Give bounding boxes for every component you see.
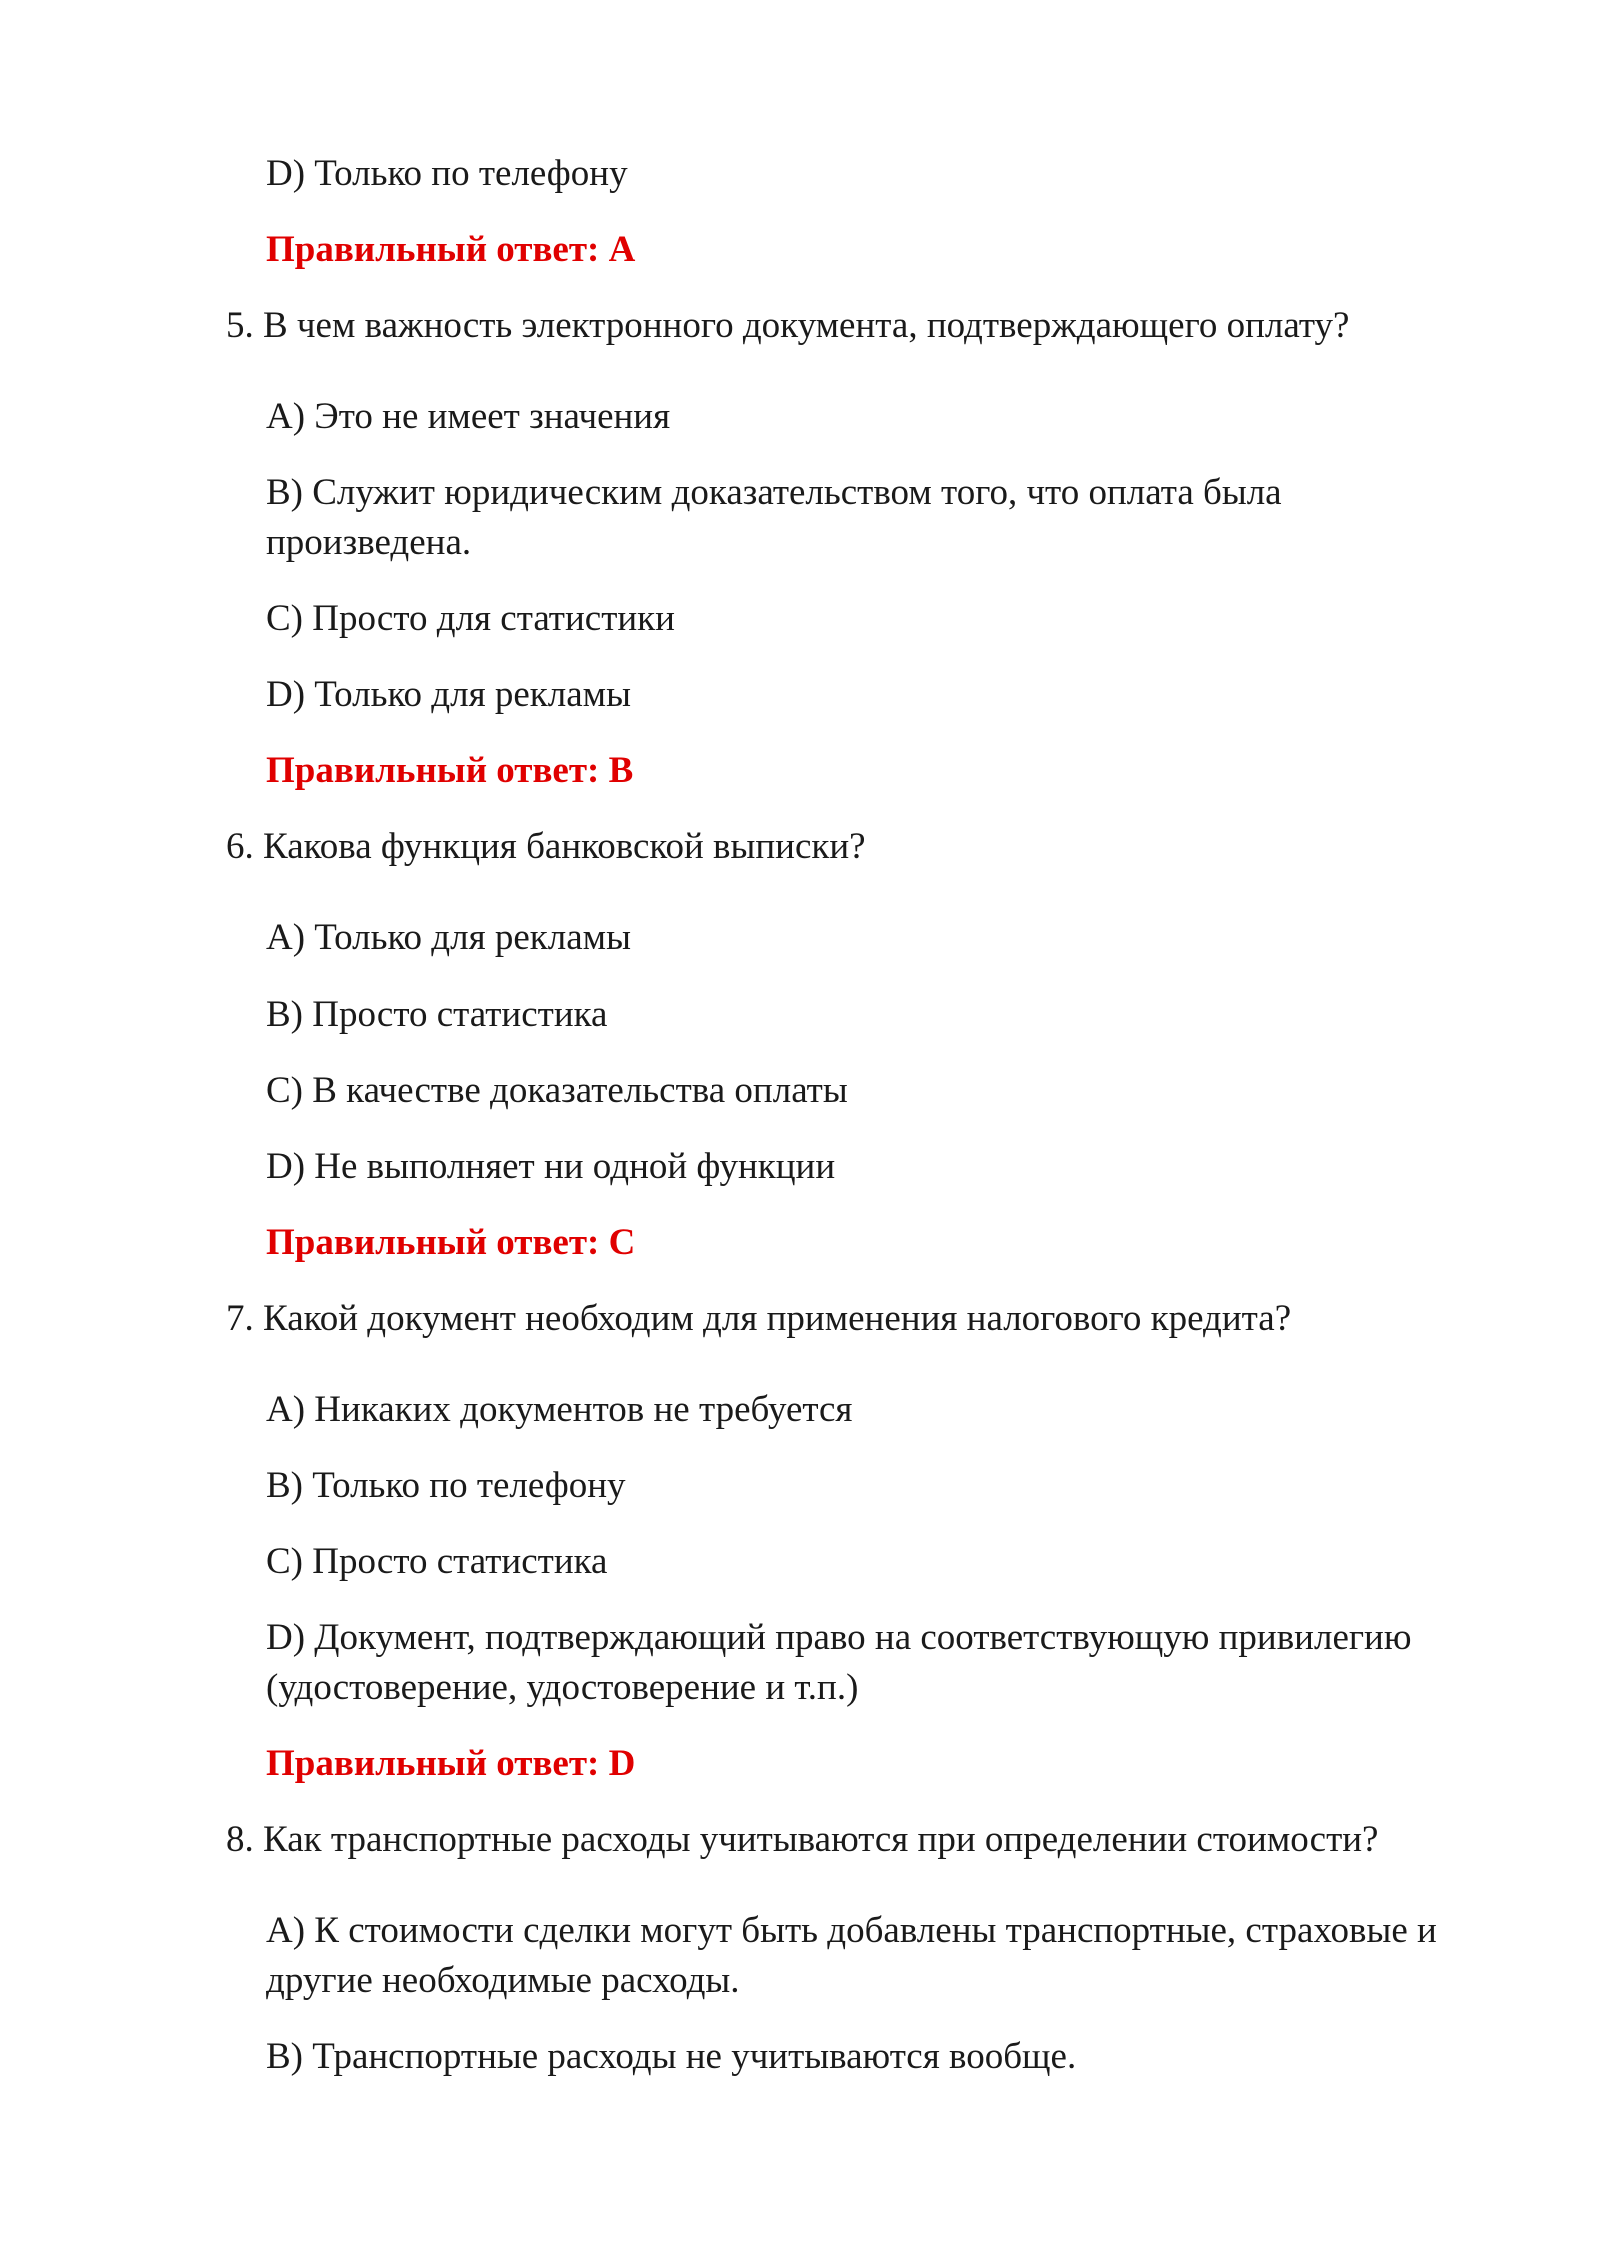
q7-option-d-line2: (удостоверение, удостоверение и т.п.) <box>266 1667 859 1708</box>
question-6: 6. Какова функция банковской выписки? <box>226 826 866 867</box>
q6-option-a: А) Только для рекламы <box>266 917 631 958</box>
q6-option-d: D) Не выполняет ни одной функции <box>266 1146 836 1187</box>
q4-option-d: D) Только по телефону <box>266 153 628 194</box>
q4-correct-answer: Правильный ответ: А <box>266 229 636 270</box>
q8-option-a-line1: А) К стоимости сделки могут быть добавлены транспортные, страховые и <box>266 1910 1437 1951</box>
q5-option-a: А) Это не имеет значения <box>266 396 671 437</box>
q7-option-d-line1: D) Документ, подтверждающий право на соответствующую привилегию <box>266 1617 1412 1658</box>
question-7: 7. Какой документ необходим для применения налогового кредита? <box>226 1298 1292 1339</box>
q5-option-c: C) Просто для статистики <box>266 598 675 639</box>
q5-option-d: D) Только для рекламы <box>266 674 631 715</box>
q6-correct-answer: Правильный ответ: C <box>266 1222 636 1263</box>
q8-option-a-line2: другие необходимые расходы. <box>266 1960 740 2001</box>
question-8: 8. Как транспортные расходы учитываются при определении стоимости? <box>226 1819 1379 1860</box>
q5-option-b-line1: B) Служит юридическим доказательством того, что оплата была <box>266 472 1282 513</box>
q8-option-b: B) Транспортные расходы не учитываются вообще. <box>266 2036 1077 2077</box>
q7-option-c: C) Просто статистика <box>266 1541 608 1582</box>
q7-option-a: А) Никаких документов не требуется <box>266 1389 853 1430</box>
q7-correct-answer: Правильный ответ: D <box>266 1743 636 1784</box>
q6-option-c: C) В качестве доказательства оплаты <box>266 1070 848 1111</box>
question-5: 5. В чем важность электронного документа, подтверждающего оплату? <box>226 305 1350 346</box>
q5-correct-answer: Правильный ответ: B <box>266 750 634 791</box>
q6-option-b: B) Просто статистика <box>266 994 608 1035</box>
q5-option-b-line2: произведена. <box>266 522 472 563</box>
q7-option-b: B) Только по телефону <box>266 1465 626 1506</box>
